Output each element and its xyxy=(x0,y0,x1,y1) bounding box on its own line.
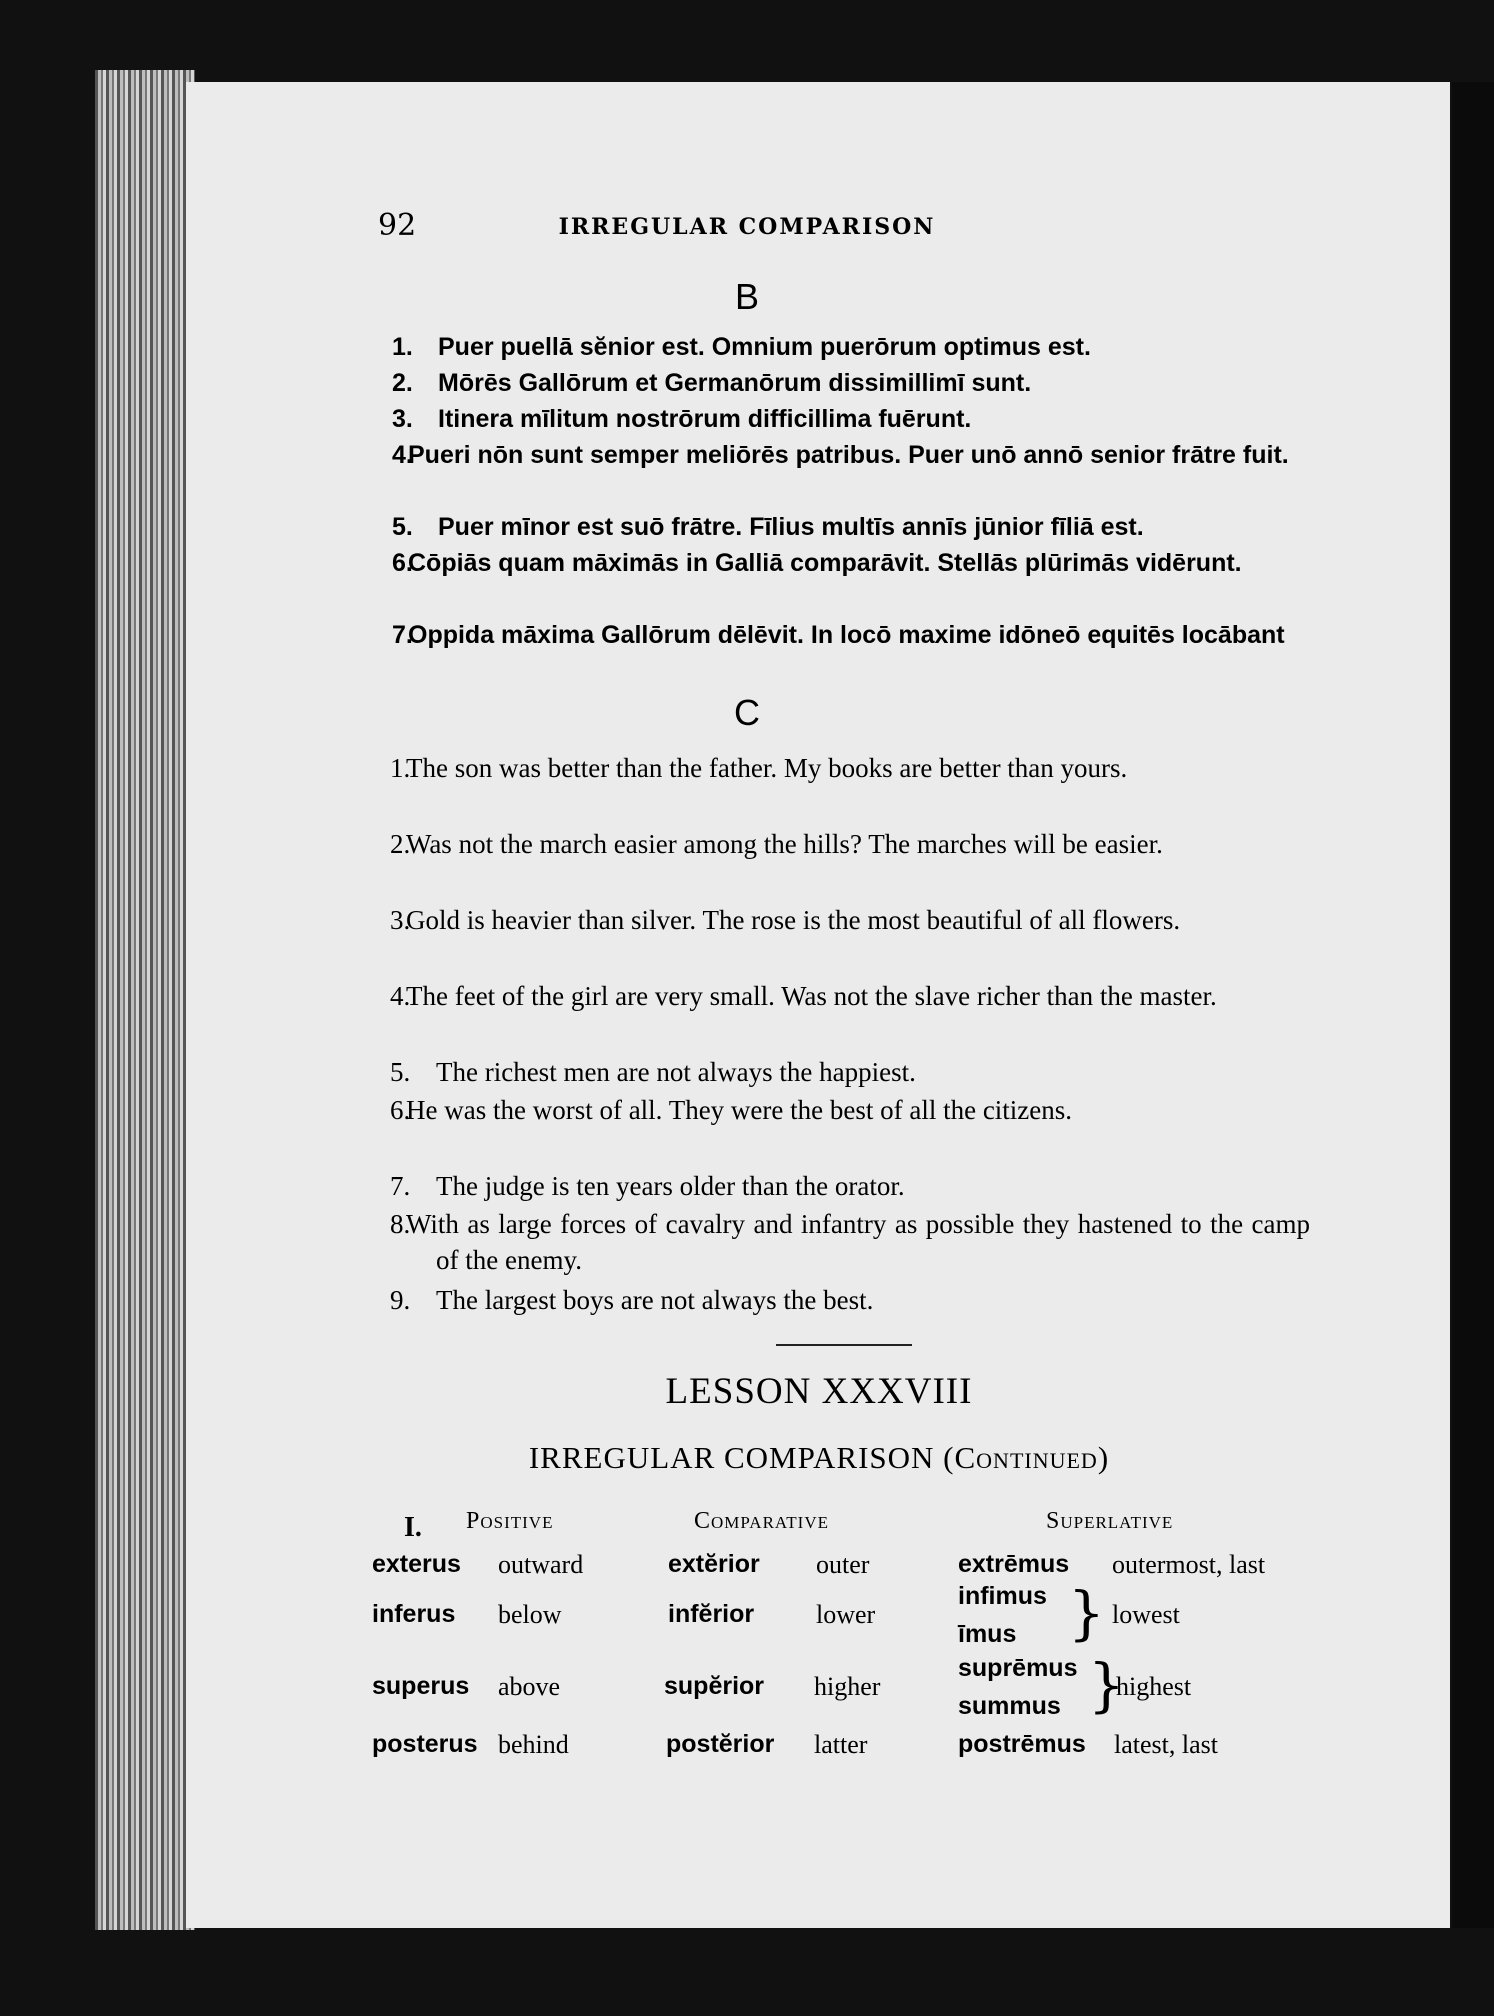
table-cell-positive: superus xyxy=(372,1672,470,1700)
item-number: 1. xyxy=(392,333,413,361)
item-number: 7. xyxy=(392,621,413,649)
item-number: 8. xyxy=(390,1209,411,1239)
list-item xyxy=(392,438,1310,510)
list-item xyxy=(392,366,1310,402)
table-cell-superlative: infimus xyxy=(958,1582,1047,1610)
brace-glyph: } xyxy=(1068,1579,1105,1647)
section-divider xyxy=(776,1344,912,1346)
table-cell-superlative: suprēmus xyxy=(958,1654,1078,1682)
table-cell-comparative: postĕrior xyxy=(666,1730,775,1758)
item-text: Pueri nōn sunt semper meliōrēs patribus. Puer unō annō senior frātre fuit. xyxy=(408,441,1289,469)
item-number: 3. xyxy=(390,905,411,935)
item-text: Oppida māxima Gallōrum dēlēvit. In locō maxime idōneō equitēs locābant xyxy=(408,621,1285,649)
subtitle-main: IRREGULAR COMPARISON xyxy=(528,1440,935,1475)
item-number: 4. xyxy=(390,981,411,1011)
table-cell-comparative: infĕrior xyxy=(668,1600,755,1628)
item-text: With as large forces of cavalry and infantry as possible they hastened to the camp of the enemy. xyxy=(406,1209,1310,1275)
table-cell-superlative: postrēmus xyxy=(958,1730,1086,1758)
table-cell-positive: exterus xyxy=(372,1550,461,1578)
list-item xyxy=(392,618,1310,690)
list-item xyxy=(392,330,1310,366)
item-text: Puer puellā sĕnior est. Omnium puerōrum optimus est. xyxy=(438,333,1091,361)
table-cell-comparative: extĕrior xyxy=(668,1550,760,1578)
item-text: He was the worst of all. They were the best of all the citizens. xyxy=(406,1095,1073,1125)
column-header-positive: Positive xyxy=(466,1508,554,1534)
table-cell-comparative-meaning: lower xyxy=(816,1600,876,1629)
page-header xyxy=(0,208,1494,258)
list-item xyxy=(392,546,1310,618)
table-section-number: I. xyxy=(404,1512,422,1543)
item-text: Gold is heavier than silver. The rose is the most beautiful of all flowers. xyxy=(406,905,1181,935)
table-cell-comparative: supĕrior xyxy=(664,1672,765,1700)
column-header-superlative: Superlative xyxy=(1046,1508,1174,1534)
running-head: IRREGULAR COMPARISON xyxy=(558,214,936,240)
item-number: 4. xyxy=(392,441,413,469)
table-cell-superlative-alt: summus xyxy=(958,1692,1061,1720)
item-text: The son was better than the father. My books are better than yours. xyxy=(406,753,1128,783)
item-number: 1. xyxy=(390,753,411,783)
table-cell-comparative-meaning: latter xyxy=(814,1730,868,1759)
table-cell-positive: posterus xyxy=(372,1730,478,1758)
item-number: 9. xyxy=(390,1285,411,1315)
item-text: Was not the march easier among the hills? The marches will be easier. xyxy=(406,829,1163,859)
list-item xyxy=(390,1092,1310,1168)
table-cell-superlative: extrēmus xyxy=(958,1550,1070,1578)
item-text: The largest boys are not always the best. xyxy=(436,1285,874,1315)
item-number: 3. xyxy=(392,405,413,433)
page-number: 92 xyxy=(378,208,417,243)
list-item xyxy=(392,510,1310,546)
list-item xyxy=(392,402,1310,438)
section-b-heading: B xyxy=(734,276,759,317)
table-cell-superlative-meaning: latest, last xyxy=(1114,1730,1218,1759)
list-item xyxy=(390,1206,1310,1282)
item-text: The richest men are not always the happiest. xyxy=(436,1057,916,1087)
table-cell-comparative-meaning: outer xyxy=(816,1550,870,1579)
table-cell-superlative-meaning: lowest xyxy=(1112,1600,1180,1629)
list-item xyxy=(390,978,1310,1054)
table-cell-positive-meaning: behind xyxy=(498,1730,569,1759)
item-number: 5. xyxy=(392,513,413,541)
item-number: 6. xyxy=(390,1095,411,1125)
item-number: 5. xyxy=(390,1057,411,1087)
item-number: 2. xyxy=(392,369,413,397)
item-text: Itinera mīlitum nostrōrum difficillima fuērunt. xyxy=(438,405,972,433)
item-number: 6. xyxy=(392,549,413,577)
item-text: Mōrēs Gallōrum et Germanōrum dissimillimī sunt. xyxy=(438,369,1032,397)
item-text: Cōpiās quam māximās in Galliā comparāvit. Stellās plūrimās vidērunt. xyxy=(408,549,1242,577)
list-item xyxy=(390,1054,1310,1092)
list-item xyxy=(390,750,1310,826)
table-cell-superlative-meaning: outermost, last xyxy=(1112,1550,1266,1579)
table-cell-positive-meaning: below xyxy=(498,1600,562,1629)
lesson-subtitle xyxy=(186,1440,1452,1476)
table-cell-comparative-meaning: higher xyxy=(814,1672,881,1701)
table-cell-positive-meaning: outward xyxy=(498,1550,584,1579)
table-cell-positive-meaning: above xyxy=(498,1672,561,1701)
list-item xyxy=(390,1282,1310,1320)
section-c-heading: C xyxy=(734,692,760,733)
list-item xyxy=(390,902,1310,978)
list-item xyxy=(390,826,1310,902)
item-text: Puer mīnor est suō frātre. Fīlius multīs annīs jūnior fīliā est. xyxy=(438,513,1144,541)
item-number: 2. xyxy=(390,829,411,859)
lesson-title: LESSON XXXVIII xyxy=(665,1371,973,1412)
table-cell-superlative-meaning: highest xyxy=(1116,1672,1192,1701)
subtitle-note: (Continued) xyxy=(943,1440,1110,1475)
brace-glyph: } xyxy=(1088,1651,1125,1719)
item-number: 7. xyxy=(390,1171,411,1201)
item-text: The feet of the girl are very small. Was not the slave richer than the master. xyxy=(406,981,1217,1011)
table-cell-positive: inferus xyxy=(372,1600,456,1628)
column-header-comparative: Comparative xyxy=(694,1508,830,1534)
table-cell-superlative-alt: īmus xyxy=(958,1620,1017,1648)
list-item xyxy=(390,1168,1310,1206)
item-text: The judge is ten years older than the orator. xyxy=(436,1171,905,1201)
